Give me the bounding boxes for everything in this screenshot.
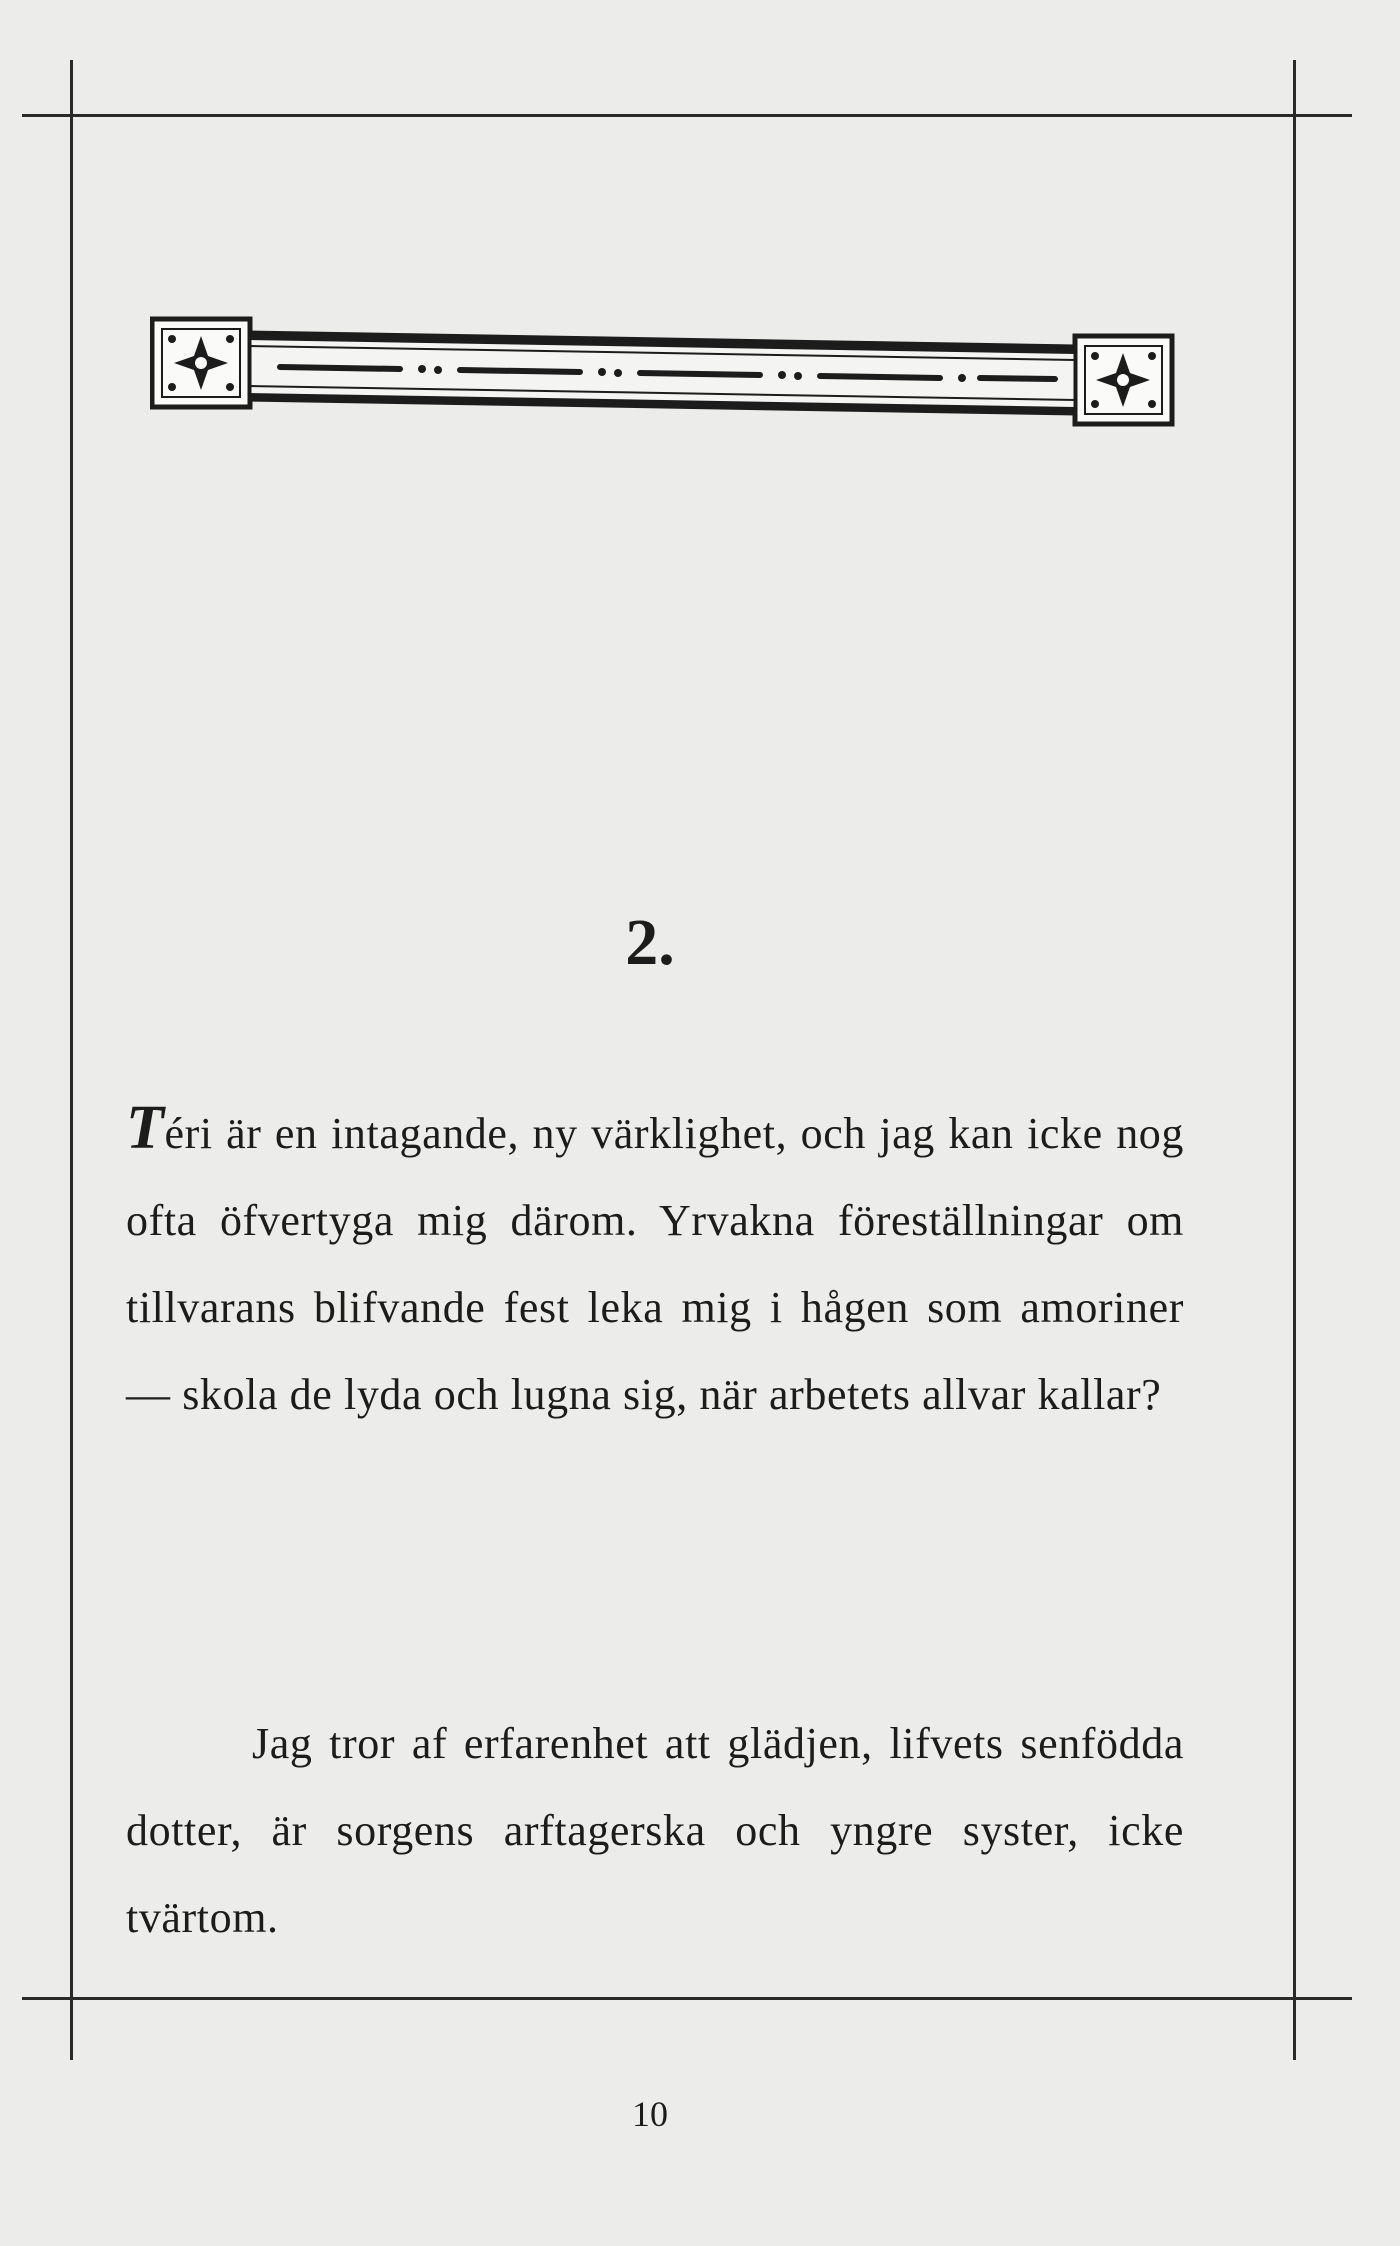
page-number: 10 <box>632 2094 668 2134</box>
chapter-number: 2. <box>625 906 675 979</box>
right-frame-rule <box>1293 60 1296 2060</box>
top-frame-rule <box>22 114 1352 117</box>
headpiece-ornament <box>150 312 1175 432</box>
paragraph-1 <box>126 1090 1184 1438</box>
left-frame-rule <box>70 60 73 2060</box>
paragraph-1-initial: T <box>126 1094 165 1162</box>
paragraph-2: Jag tror af erfarenhet att glädjen, lifvets senfödda dotter, är sorgens arftagerska och yngre syster, icke tvärtom. <box>126 1719 1184 1942</box>
paragraph-1-text: éri är en intagande, ny värklighet, och jag kan icke nog ofta öfvertyga mig därom. Yrvakna föreställningar om tillvarans blifvande fest leka mig i hågen som amoriner — skola de lyda och lugna sig, när arbetets allvar kallar? <box>126 1109 1184 1419</box>
bottom-frame-rule <box>22 1997 1352 2000</box>
